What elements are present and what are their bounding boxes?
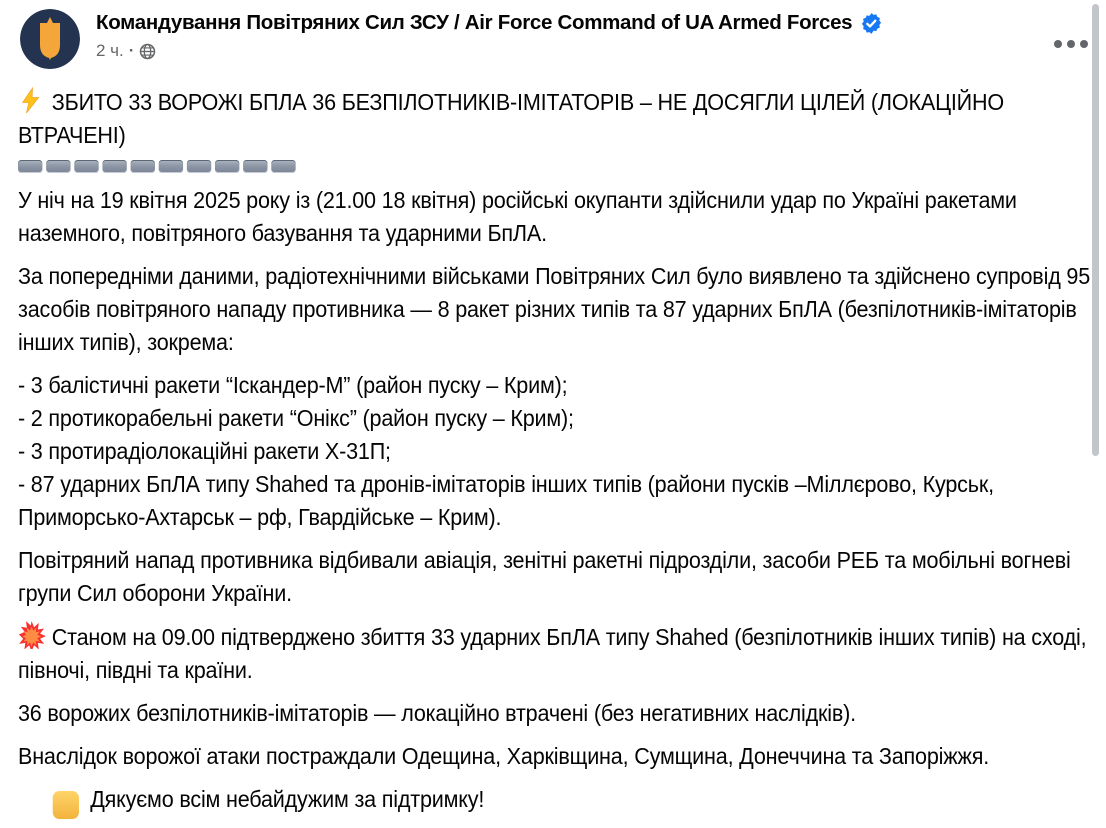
heavy-minus-icon bbox=[159, 160, 183, 173]
heavy-minus-icon bbox=[215, 160, 239, 173]
post-header bbox=[0, 0, 1106, 69]
heavy-minus-icon bbox=[271, 160, 295, 173]
heavy-minus-icon bbox=[18, 160, 42, 173]
dot bbox=[1080, 40, 1088, 48]
ukrainian-trident-icon bbox=[20, 9, 80, 69]
heavy-minus-icon bbox=[243, 160, 267, 173]
dot bbox=[1067, 40, 1075, 48]
heavy-minus-icon bbox=[131, 160, 155, 173]
list-item-shahed: - 87 ударних БпЛА типу Shahed та дронів-імітаторів інших типів (райони пусків –Міллєрово, Курськ, Приморсько-Ахтарськ – рф, Гвардійське – Крим). bbox=[18, 471, 994, 530]
page-name[interactable]: Командування Повітряних Сил ЗСУ / Air Force Command of UA Armed Forces bbox=[96, 11, 853, 34]
paragraph-defense-forces: Повітряний напад противника відбивали авіація, зенітні ракетні підрозділи, засоби РЕБ та мобільні вогневі групи Сил оборони України. bbox=[18, 547, 1071, 606]
partial-last-line bbox=[18, 783, 1106, 819]
weapons-list bbox=[18, 369, 1106, 534]
collision-icon bbox=[18, 620, 43, 647]
more-options-button[interactable] bbox=[1052, 34, 1090, 54]
heavy-minus-icon bbox=[74, 160, 98, 173]
dot bbox=[1054, 40, 1062, 48]
avatar[interactable] bbox=[20, 9, 80, 69]
paragraph-radar-detection: За попередніми даними, радіотехнічними військами Повітряних Сил було виявлено та здійснено супровід 95 засобів повітряного нападу противника — 8 ракет різних типів та 87 ударних БпЛА (безпілотників-імітаторів інших типів), зокрема: bbox=[18, 263, 1091, 355]
folded-hands-icon bbox=[53, 791, 79, 819]
header-text bbox=[96, 9, 883, 61]
post-body bbox=[18, 86, 1106, 819]
paragraph-affected-regions: Внаслідок ворожої атаки постраждали Одещина, Харківщина, Сумщина, Донеччина та Запоріжжя. bbox=[18, 743, 990, 769]
paragraph-attack-summary: У ніч на 19 квітня 2025 року із (21.00 18 квітня) російські окупанти здійснили удар по Україні ракетами наземного, повітряного базування та ударними БпЛА. bbox=[18, 187, 1017, 246]
divider-emoji-row bbox=[18, 158, 1106, 174]
heavy-minus-icon bbox=[102, 160, 126, 173]
post-headline bbox=[18, 86, 1106, 152]
post-meta bbox=[96, 41, 883, 61]
scrollbar-thumb[interactable] bbox=[1092, 4, 1099, 456]
heavy-minus-icon bbox=[46, 160, 70, 173]
verified-badge-icon bbox=[860, 12, 883, 35]
globe-icon bbox=[139, 43, 156, 60]
paragraph-imitator-drones: 36 ворожих безпілотників-імітаторів — локаційно втрачені (без негативних наслідків). bbox=[18, 700, 856, 726]
partial-text: Дякуємо всім небайдужим за підтримку! bbox=[90, 786, 485, 812]
list-item-kh31p: - 3 протирадіолокаційні ракети Х-31П; bbox=[18, 438, 391, 464]
status-text: Станом на 09.00 підтверджено збиття 33 ударних БпЛА типу Shahed (безпілотників інших типів) на сході, півночі, півдні та країни. bbox=[18, 624, 1087, 683]
headline-text: ЗБИТО 33 ВОРОЖІ БПЛА 36 БЕЗПІЛОТНИКІВ-ІМІТАТОРІВ – НЕ ДОСЯГЛИ ЦІЛЕЙ (ЛОКАЦІЙНО ВТРАЧЕНІ) bbox=[18, 89, 1004, 148]
post-body-wrap bbox=[0, 69, 1106, 819]
status-line bbox=[18, 620, 1106, 687]
list-item-oniks: - 2 протикорабельні ракети “Онікс” (район пуску – Крим); bbox=[18, 405, 574, 431]
meta-separator: · bbox=[128, 41, 135, 60]
timestamp[interactable]: 2 ч. bbox=[96, 41, 124, 60]
heavy-minus-icon bbox=[187, 160, 211, 173]
list-item-iskander: - 3 балістичні ракети “Іскандер-М” (район пуску – Крим); bbox=[18, 372, 568, 398]
lightning-icon bbox=[18, 87, 43, 114]
